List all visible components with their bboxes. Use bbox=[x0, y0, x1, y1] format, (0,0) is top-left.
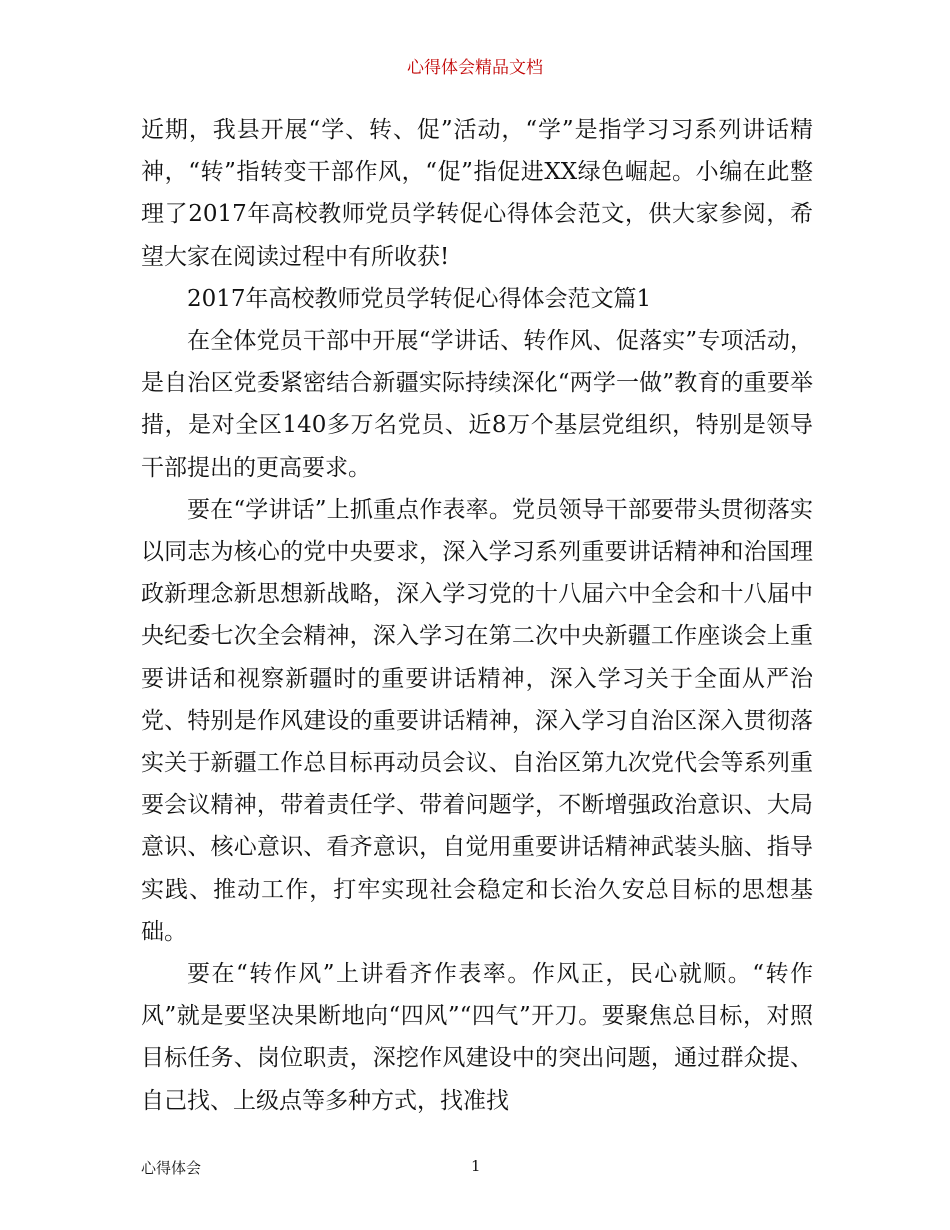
body-paragraph: 要在“转作风”上讲看齐作表率。作风正，民心就顺。“转作风”就是要坚决果断地向“四风”“四气”开刀。要聚焦总目标，对照目标任务、岗位职责，深挖作风建设中的突出问题，通过群众提、自己找、上级点等多种方式，找准找 bbox=[141, 961, 813, 1114]
intro-paragraph: 近期，我县开展“学、转、促”活动，“学”是指学习习系列讲话精神，“转”指转变干部作风，“促”指促进XX绿色崛起。小编在此整理了2017年高校教师党员学转促心得体会范文，供大家参阅，希望大家在阅读过程中有所收获! bbox=[141, 117, 813, 270]
body-paragraph: 要在“学讲话”上抓重点作表率。党员领导干部要带头贯彻落实以同志为核心的党中央要求，深入学习系列重要讲话精神和治国理政新理念新思想新战略，深入学习党的十八届六中全会和十八届中央纪委七次全会精神，深入学习在第二次中央新疆工作座谈会上重要讲话和视察新疆时的重要讲话精神，深入学习关于全面从严治党、特别是作风建设的重要讲话精神，深入学习自治区深入贯彻落实关于新疆工作总目标再动员会议、自治区第九次党代会等系列重要会议精神，带着责任学、带着问题学，不断增强政治意识、大局意识、核心意识、看齐意识，自觉用重要讲话精神武装头脑、指导实践、推动工作，打牢实现社会稳定和长治久安总目标的思想基础。 bbox=[141, 496, 813, 945]
page-number: 1 bbox=[471, 1157, 481, 1175]
document-header-title: 心得体会精品文档 bbox=[407, 58, 543, 78]
section-heading: 2017年高校教师党员学转促心得体会范文篇1 bbox=[187, 285, 652, 312]
body-paragraph: 在全体党员干部中开展“学讲话、转作风、促落实”专项活动，是自治区党委紧密结合新疆实际持续深化“两学一做”教育的重要举措，是对全区140多万名党员、近8万个基层党组织，特别是领导干部提出的更高要求。 bbox=[141, 328, 813, 481]
footer-label: 心得体会 bbox=[141, 1159, 202, 1177]
document-body bbox=[141, 109, 813, 1122]
